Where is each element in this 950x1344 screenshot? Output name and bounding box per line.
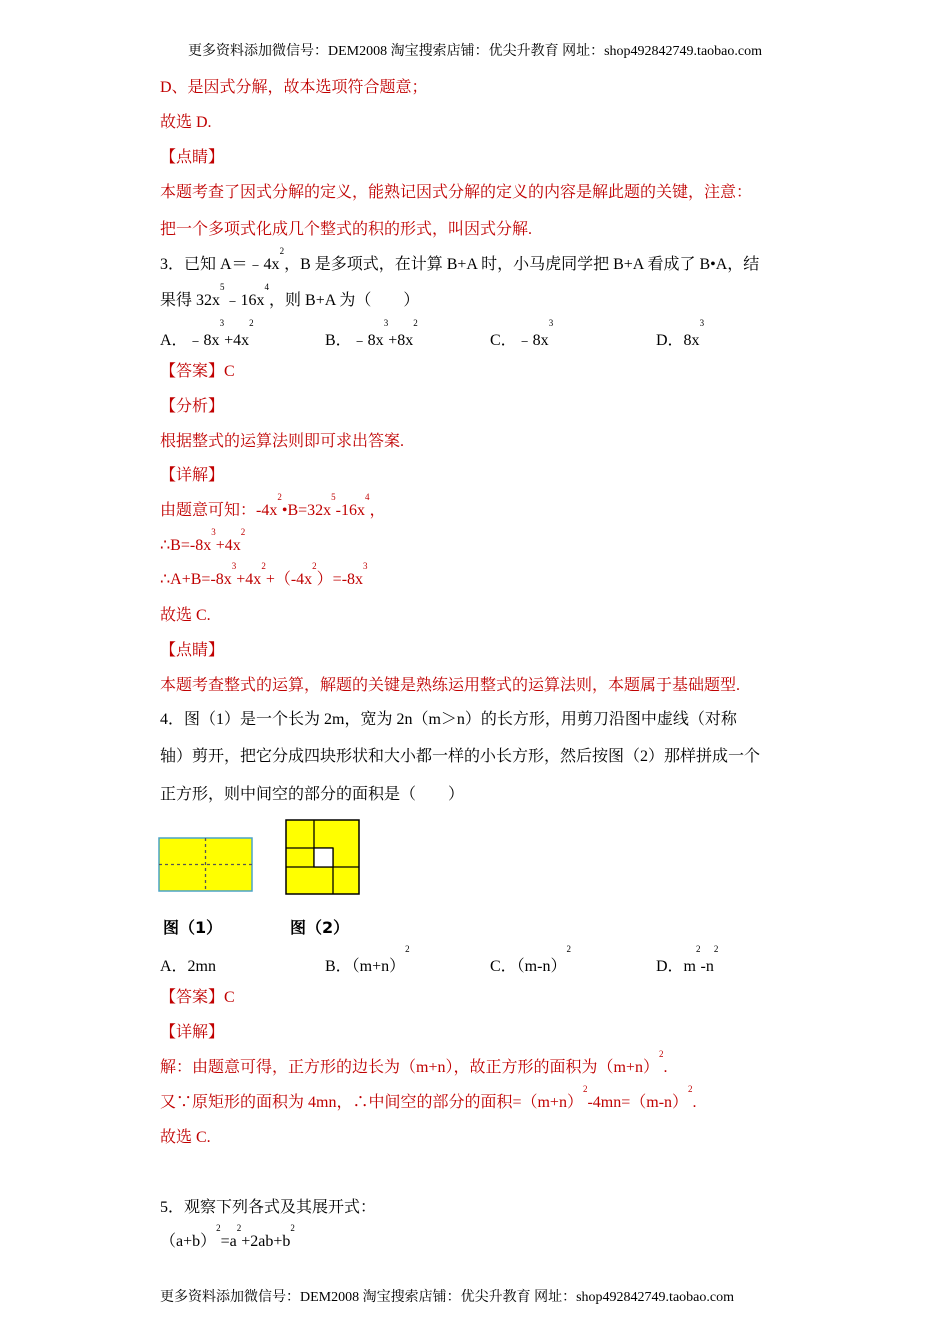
q3-dianjing-tag: 【点睛】 [160, 642, 225, 659]
page-header: 更多资料添加微信号：DEM2008 淘宝搜索店铺：优尖升教育 网址：shop492842749.taobao.com [188, 44, 762, 59]
q4-option-d: D．$m^2-n^2$ [656, 944, 719, 975]
q4-detail-line-1: 解：由题意可得，正方形的边长为（m+n），故正方形的面积为$(m+n)^2$. [160, 1049, 668, 1076]
page-footer: 更多资料添加微信号：DEM2008 淘宝搜索店铺：优尖升教育 网址：shop492842749.taobao.com [160, 1290, 734, 1305]
q3-analysis: 根据整式的运算法则即可求出答案. [160, 433, 405, 450]
q4-detail-tag: 【详解】 [160, 1024, 225, 1041]
q3-detail-line-2: $\therefore B=-8x^3+4x^2$ [160, 527, 246, 554]
q4-answer: 【答案】C [160, 989, 235, 1006]
dianjing-text-2: 把一个多项式化成几个整式的积的形式，叫因式分解. [160, 221, 533, 238]
q3-stem-line-2: 果得 $32x^5﹣16x^4$，则 B+A 为（ ） [160, 282, 420, 309]
figure-2-caption: 图（2） [290, 918, 350, 937]
q3-option-d: D．$8x^3$ [656, 318, 705, 349]
q4-option-c: C．$(m-n)^2$ [490, 944, 571, 975]
q4-detail-line-2: 又∵原矩形的面积为 4mn，∴中间空的部分的面积$=(m+n)^2-4mn=(m-n)^2$. [160, 1084, 697, 1111]
q4-stem-line-1: 4．图（1）是一个长为 2m，宽为 2n（m＞n）的长方形，用剪刀沿图中虚线（对称 [160, 711, 737, 728]
choose-d: 故选 D. [160, 114, 212, 131]
q3-analysis-tag: 【分析】 [160, 398, 225, 415]
figure-1-rectangle [158, 837, 256, 895]
q3-detail-line-1: 由题意可知：$-4x^2•B=32x^5-16x^4$， [160, 492, 386, 519]
q4-choose: 故选 C. [160, 1129, 211, 1146]
figure-1-caption: 图（1） [163, 918, 223, 937]
dianjing-text-1: 本题考查了因式分解的定义，能熟记因式分解的定义的内容是解此题的关键，注意： [160, 184, 753, 201]
dianjing-tag: 【点睛】 [160, 149, 225, 166]
q5-formula-1: $(a+b)^2=a^2+2ab+b^2$ [160, 1223, 295, 1250]
q3-choose: 故选 C. [160, 607, 211, 624]
figure-2-square [285, 819, 361, 896]
q5-stem: 5．观察下列各式及其展开式： [160, 1199, 377, 1216]
q4-stem-line-3: 正方形，则中间空的部分的面积是（ ） [160, 786, 465, 803]
q4-stem-line-2: 轴）剪开，把它分成四块形状和大小都一样的小长方形，然后按图（2）那样拼成一个 [160, 748, 761, 765]
q3-dianjing: 本题考查整式的运算，解题的关键是熟练运用整式的运算法则，本题属于基础题型. [160, 677, 741, 694]
q4-option-a: A．2mn [160, 958, 217, 975]
q3-option-a: A．$﹣8x^3+4x^2$ [160, 318, 254, 349]
q3-answer: 【答案】C [160, 363, 235, 380]
q3-option-b: B．$﹣8x^3+8x^2$ [325, 318, 418, 349]
q3-detail-tag: 【详解】 [160, 467, 225, 484]
q3-stem-line-1: 3．已知 $A=﹣4x^2$，B 是多项式，在计算 B+A 时，小马虎同学把 B+A 看成了 B•A，结 [160, 246, 760, 273]
option-d-explanation: D、是因式分解，故本选项符合题意； [160, 79, 428, 96]
square-center-hole [314, 848, 333, 867]
q3-option-c: C．$﹣8x^3$ [490, 318, 554, 349]
q3-detail-line-3: $\therefore A+B=-8x^3+4x^2+(-4x^2)=-8x^3$ [160, 561, 368, 588]
q4-option-b: B．$(m+n)^2$ [325, 944, 410, 975]
